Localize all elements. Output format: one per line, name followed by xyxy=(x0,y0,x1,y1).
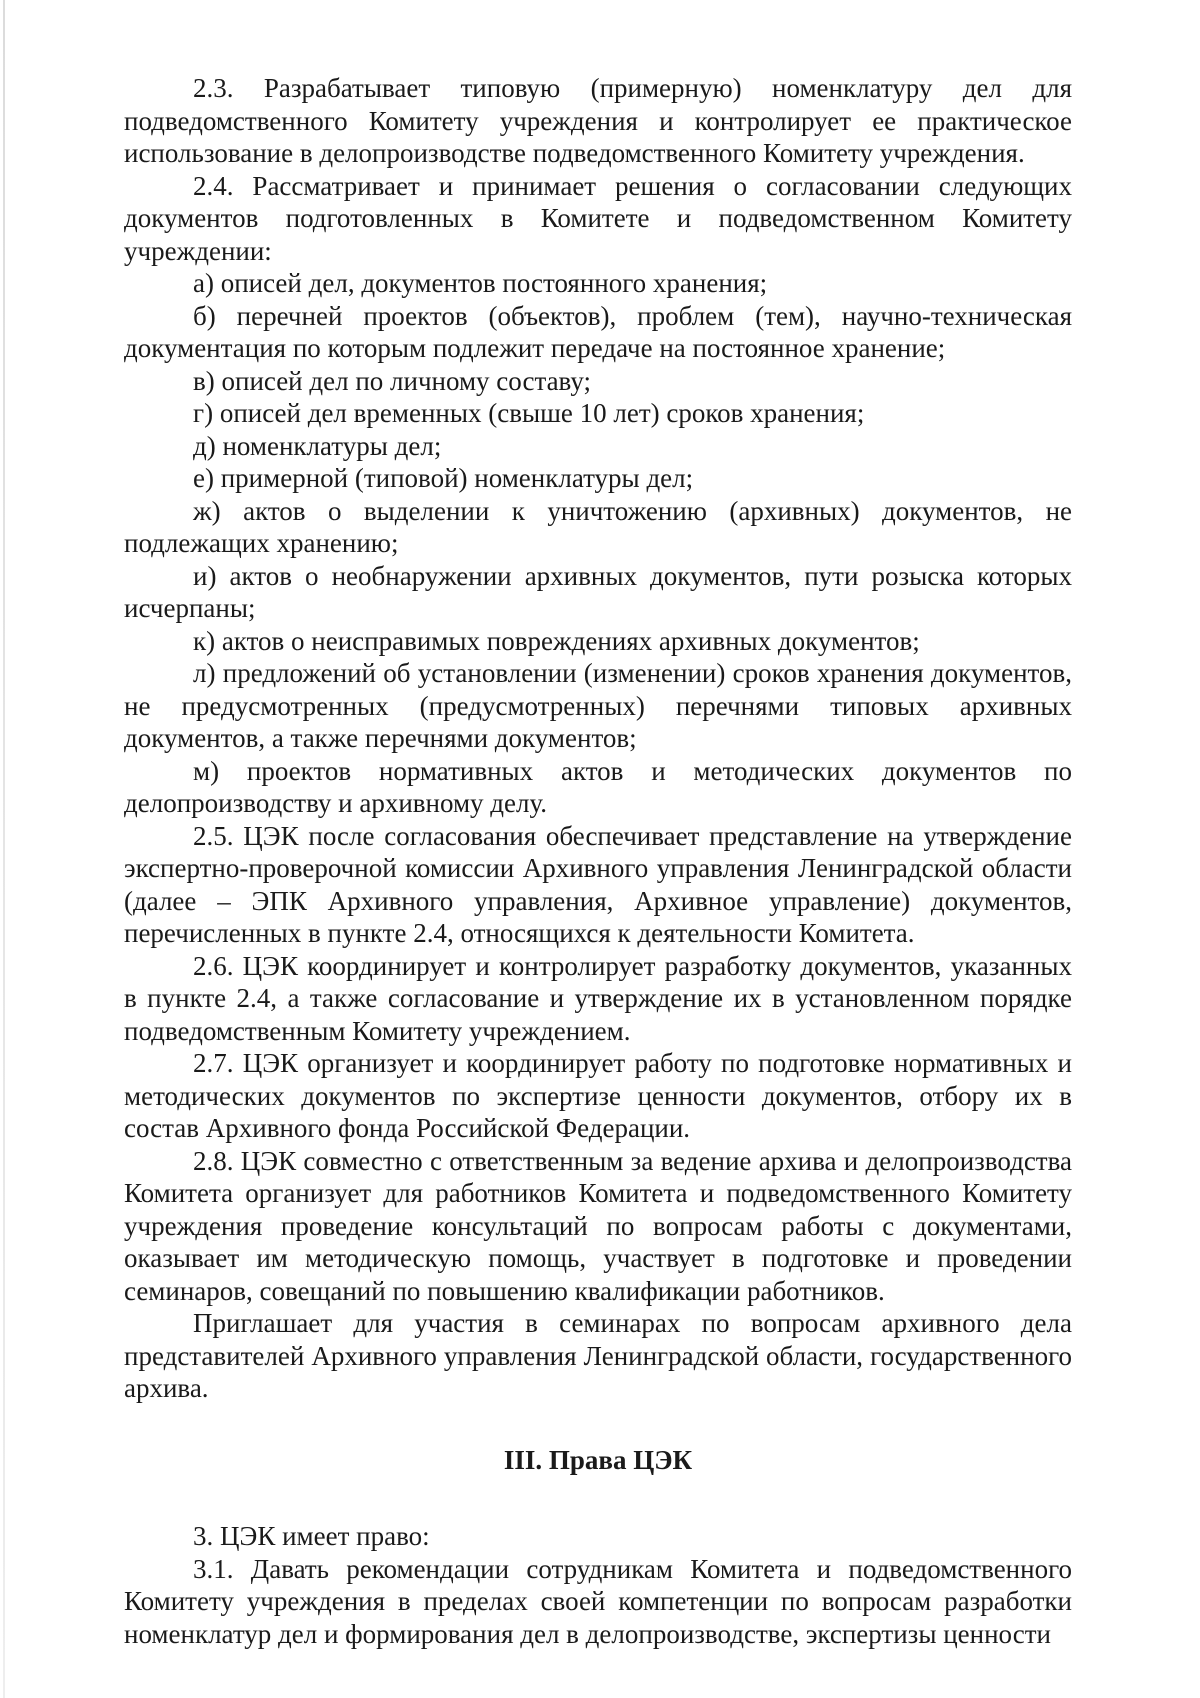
paragraph-3-1: 3.1. Давать рекомендации сотрудникам Комитета и подведомственного Комитету учреждения в пределах своей компетенции по вопросам разработки номенклатур дел и формирования дел в делопроизводстве, экспертизы ценности xyxy=(124,1553,1072,1649)
list-item-d: д) номенклатуры дел; xyxy=(193,430,442,461)
list-item-zh: ж) актов о выделении к уничтожению (архивных) документов, не подлежащих хранению; xyxy=(124,495,1072,558)
list-item-i: и) актов о необнаружении архивных документов, пути розыска которых исчерпаны; xyxy=(124,560,1072,623)
paragraph-2-8: 2.8. ЦЭК совместно с ответственным за ведение архива и делопроизводства Комитета организует для работников Комитета и подведомственного Комитету учреждения проведение консультаций по вопросам работы с документами, оказывает им методическую помощь, участвует в подготовке и проведении семинаров, совещаний по повышению квалификации работников. xyxy=(124,1145,1072,1306)
list-item-e: е) примерной (типовой) номенклатуры дел; xyxy=(193,463,694,493)
list-item-b: б) перечней проектов (объектов), проблем (тем), научно-техническая документация по которым подлежит передаче на постоянное хранение; xyxy=(124,300,1072,363)
list-item-a: а) описей дел, документов постоянного хранения; xyxy=(193,268,768,298)
paragraph-2-7: 2.7. ЦЭК организует и координирует работу по подготовке нормативных и методических документов по экспертизе ценности документов, отбору их в состав Архивного фонда Российской Федерации. xyxy=(124,1048,1072,1143)
paragraph-3: 3. ЦЭК имеет право: xyxy=(193,1521,430,1551)
list-item-l: л) предложений об установлении (изменении) сроков хранения документов, не предусмотренных (предусмотренных) перечнями типовых архивных документов, а также перечнями документов; xyxy=(124,658,1072,753)
paragraph-2-6: 2.6. ЦЭК координирует и контролирует разработку документов, указанных в пункте 2.4, а также согласование и утверждение их в установленном порядке подведомственным Комитету учреждением. xyxy=(124,950,1072,1046)
list-item-g: г) описей дел временных (свыше 10 лет) сроков хранения; xyxy=(193,398,865,428)
spacer xyxy=(124,1405,1072,1444)
list-item-k: к) актов о неисправимых повреждениях архивных документов; xyxy=(193,625,920,656)
list-item-v: в) описей дел по личному составу; xyxy=(193,365,592,396)
paragraph-2-4: 2.4. Рассматривает и принимает решения о согласовании следующих документов подготовленных в Комитете и подведомственном Комитету учреждении: xyxy=(124,170,1072,266)
section-heading: III. Права ЦЭК xyxy=(503,1444,693,1475)
paragraph-2-5: 2.5. ЦЭК после согласования обеспечивает представление на утверждение экспертно-проверочной комиссии Архивного управления Ленинградской области (далее – ЭПК Архивного управления, Архивное управление) документов, перечисленных в пункте 2.4, относящихся к деятельности Комитета. xyxy=(124,820,1072,948)
spacer xyxy=(124,1476,1072,1520)
paragraph-2-3: 2.3. Разрабатывает типовую (примерную) номенклатуру дел для подведомственного Комитету учреждения и контролирует ее практическое использование в делопроизводстве подведомственного Комитету учреждения. xyxy=(124,73,1072,168)
list-item-m: м) проектов нормативных актов и методических документов по делопроизводству и архивному делу. xyxy=(124,755,1072,818)
paragraph-invites: Приглашает для участия в семинарах по вопросам архивного дела представителей Архивного управления Ленинградской области, государственного архива. xyxy=(124,1308,1072,1403)
